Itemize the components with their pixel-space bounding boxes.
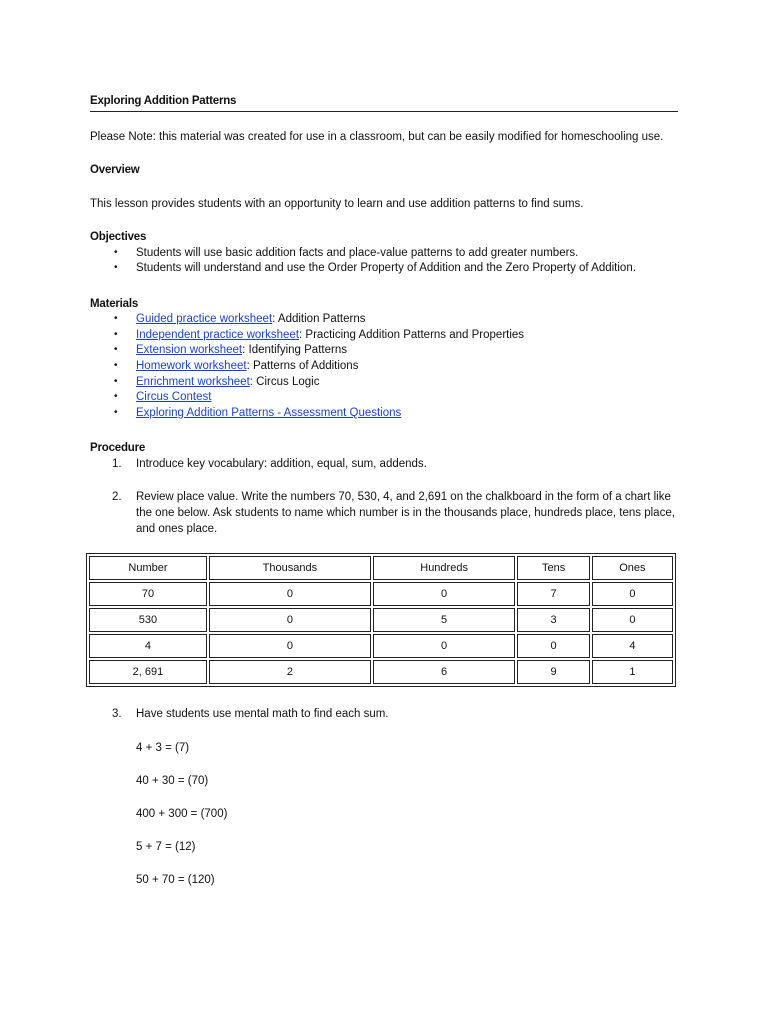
table-cell: 0 [592,608,673,632]
table-cell: 4 [592,634,673,658]
list-item: • Homework worksheet: Patterns of Additions [114,360,359,373]
bullet-icon: • [114,344,118,356]
material-link-independent[interactable]: Independent practice worksheet [136,328,300,341]
table-row [89,634,673,658]
material-link-homework[interactable]: Homework worksheet [136,360,247,373]
procedure-step-1: 1. Introduce key vocabulary: addition, equal, sum, addends. [112,457,427,470]
table-cell: 0 [592,582,673,606]
bullet-icon: • [114,246,118,258]
document-title: Exploring Addition Patterns [90,94,678,112]
overview-text: This lesson provides students with an opportunity to learn and use addition patterns to find sums. [90,197,584,210]
sum-line: 50 + 70 = (120) [136,873,215,886]
note-text: Please Note: this material was created for use in a classroom, but can be easily modified for homeschooling use. [90,130,664,143]
table-cell: 6 [373,660,516,684]
table-cell: 9 [517,660,589,684]
procedure-list [90,457,678,537]
table-cell: 3 [517,608,589,632]
list-item: • Guided practice worksheet: Addition Patterns [114,313,366,326]
bullet-icon: • [114,328,118,340]
bullet-icon: • [114,375,118,387]
document-page [90,94,678,906]
table-cell: 0 [373,582,516,606]
table-cell: 530 [89,608,207,632]
materials-heading: Materials [90,297,139,310]
table-cell: 2, 691 [89,660,207,684]
materials-list [90,312,678,421]
material-link-extension[interactable]: Extension worksheet [136,344,243,357]
procedure-step-2: 2. Review place value. Write the numbers 70, 530, 4, and 2,691 on the chalkboard in the form of a chart like the one below. Ask students to name which number is in the thousands place, hundreds place, tens place, and ones place. [112,491,675,535]
table-cell: 7 [517,582,589,606]
place-value-table [86,553,676,687]
table-header-cell: Number [89,556,207,580]
bullet-icon: • [114,360,118,372]
material-link-circus-contest[interactable]: Circus Contest [136,391,212,404]
table-row [89,660,673,684]
table-header-cell: Ones [592,556,673,580]
list-item: • Students will understand and use the Order Property of Addition and the Zero Property of Addition. [114,262,636,275]
table-cell: 0 [517,634,589,658]
sum-line: 400 + 300 = (700) [136,807,228,820]
table-cell: 0 [209,582,371,606]
table-header-cell: Thousands [209,556,371,580]
material-link-assessment[interactable]: Exploring Addition Patterns - Assessment Questions [136,406,402,419]
list-item [90,390,678,406]
list-item: • Enrichment worksheet: Circus Logic [114,375,320,388]
table-cell: 5 [373,608,516,632]
table-cell: 0 [209,608,371,632]
overview-heading: Overview [90,164,140,177]
list-item: • Extension worksheet: Identifying Patterns [114,344,347,357]
table-cell: 70 [89,582,207,606]
procedure-step-3: 3. Have students use mental math to find each sum. [112,708,389,721]
table-cell: 2 [209,660,371,684]
table-cell: 0 [209,634,371,658]
mental-math-sums [90,741,678,906]
material-link-guided[interactable]: Guided practice worksheet [136,313,273,326]
sum-line: 4 + 3 = (7) [136,741,190,754]
list-item [90,406,678,422]
table-cell: 1 [592,660,673,684]
list-item: • Independent practice worksheet: Practicing Addition Patterns and Properties [114,328,525,341]
table-header-row [89,556,673,580]
objectives-list [90,246,678,277]
list-item: • Students will use basic addition facts and place-value patterns to add greater numbers. [114,246,579,259]
bullet-icon: • [114,391,118,403]
table-header-cell: Tens [517,556,589,580]
bullet-icon: • [114,406,118,418]
procedure-heading: Procedure [90,442,146,455]
table-cell: 4 [89,634,207,658]
material-link-enrichment[interactable]: Enrichment worksheet [136,375,250,388]
table-row [89,582,673,606]
procedure-list-continued [90,707,678,723]
sum-line: 5 + 7 = (12) [136,840,196,853]
table-cell: 0 [373,634,516,658]
table-header-cell: Hundreds [373,556,516,580]
sum-line: 40 + 30 = (70) [136,774,209,787]
table-row [89,608,673,632]
objectives-heading: Objectives [90,231,147,244]
bullet-icon: • [114,313,118,325]
bullet-icon: • [114,262,118,274]
